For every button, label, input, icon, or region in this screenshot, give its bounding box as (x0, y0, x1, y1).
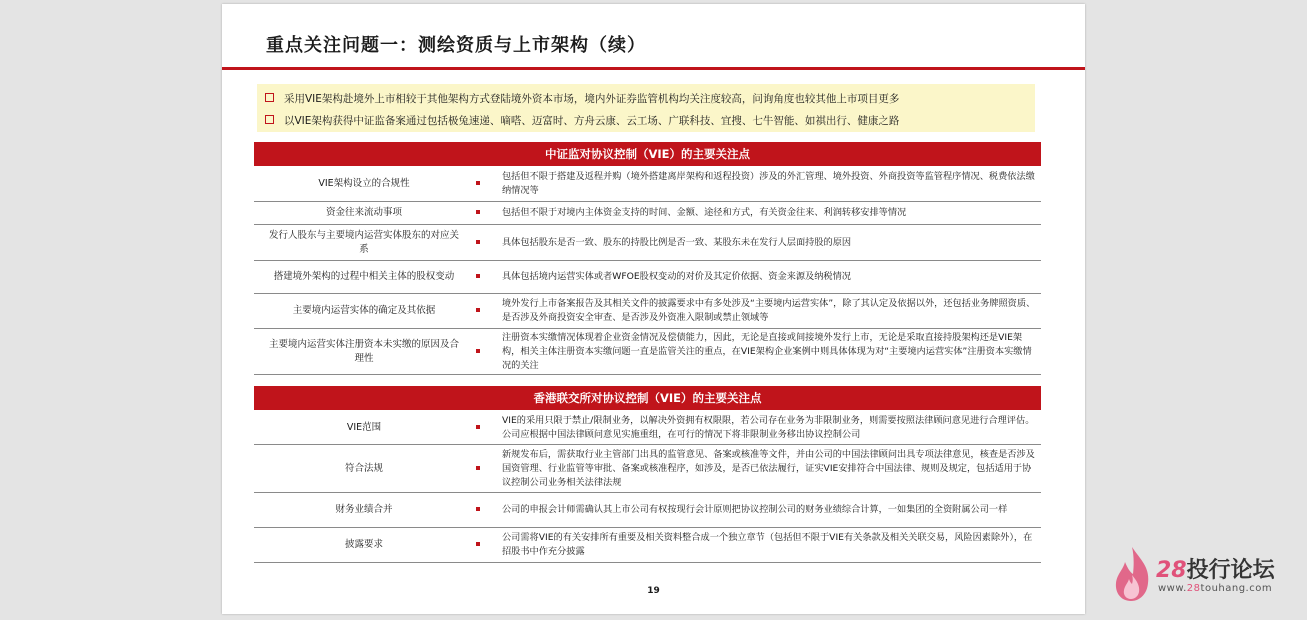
row-desc: 公司的申报会计师需确认其上市公司有权按现行会计原则把协议控制公司的财务业绩综合计算，一如集团的全资附属公司一样 (502, 504, 1008, 515)
square-bullet-icon (476, 240, 480, 244)
checkbox-bullet-icon (265, 93, 274, 102)
highlight-item (265, 113, 899, 128)
page-number: 19 (647, 586, 660, 596)
row-desc: VIE的采用只限于禁止/限制业务，以解决外资拥有权限限，若公司存在业务为非限制业务，则需要按照法律顾问意见进行合理评估。公司应根据中国法律顾问意见实施重组，在可行的情况下将非限制业务移出协议控制公司 (502, 414, 1035, 440)
row-label: 披露要求 (344, 539, 383, 550)
row-label: 发行人股东与主要境内运营实体股东的对应关系 (268, 229, 459, 255)
highlight-text: 采用VIE架构赴境外上市相较于其他架构方式登陆境外资本市场，境内外证券监管机构均关注度较高，问询角度也较其他上市项目更多 (284, 93, 900, 105)
row-label: 主要境内运营实体的确定及其依据 (292, 305, 436, 316)
square-bullet-icon (476, 542, 480, 546)
watermark-url: www.28touhang.com (1158, 583, 1273, 594)
table-row (254, 294, 1041, 329)
row-desc: 注册资本实缴情况体现着企业资金情况及偿债能力，因此，无论是直接或间接境外发行上市，无论是采取直接持股架构还是VIE架构，相关主体注册资本实缴问题一直是监管关注的重点，在VIE架构企业案例中则具体体现为对“主要境内运营实体”注册资本实缴情况的关注 (502, 331, 1032, 371)
table-row (254, 445, 1041, 493)
table-row (254, 493, 1041, 528)
page-title: 重点关注问题一：测绘资质与上市架构（续） (266, 35, 646, 56)
square-bullet-icon (476, 308, 480, 312)
table-row (254, 167, 1041, 202)
row-label: 搭建境外架构的过程中相关主体的股权变动 (273, 271, 455, 282)
row-desc: 境外发行上市备案报告及其相关文件的披露要求中有多处涉及“主要境内运营实体”，除了其认定及依据以外，还包括业务牌照资质、是否涉及外商投资安全审查、是否涉及外资准入限制或禁止领域等 (502, 298, 1036, 323)
watermark (1112, 545, 1292, 605)
row-desc: 具体包括股东是否一致、股东的持股比例是否一致、某股东未在发行人层面持股的原因 (502, 236, 852, 248)
checkbox-bullet-icon (265, 115, 274, 124)
highlight-item (265, 91, 899, 106)
row-desc: 公司需将VIE的有关安排所有重要及相关资料整合成一个独立章节（包括但不限于VIE有关条款及相关关联交易，风险因素除外），在招股书中作充分披露 (502, 532, 1033, 557)
square-bullet-icon (476, 274, 480, 278)
section-header-csrc: 中证监对协议控制（VIE）的主要关注点 (254, 142, 1041, 166)
square-bullet-icon (476, 349, 480, 353)
square-bullet-icon (476, 181, 480, 185)
section-header-hkex: 香港联交所对协议控制（VIE）的主要关注点 (254, 386, 1041, 410)
table-row (254, 261, 1041, 294)
watermark-brand: 28投行论坛 (1156, 558, 1275, 583)
title-divider (222, 67, 1085, 70)
row-label: 财务业绩合并 (335, 504, 393, 515)
row-desc: 包括但不限于搭建及返程并购（境外搭建离岸架构和返程投资）涉及的外汇管理、境外投资、外商投资等监管程序情况、税费依法缴纳情况等 (502, 171, 1035, 196)
row-label: 符合法规 (344, 462, 383, 474)
square-bullet-icon (476, 425, 480, 429)
square-bullet-icon (476, 507, 480, 511)
table-row (254, 202, 1041, 225)
highlight-text: 以VIE架构获得中证监备案通过包括极兔速递、嘀嗒、迈富时、方舟云康、云工场、广联科技、宜搜、七牛智能、如祺出行、健康之路 (284, 115, 900, 127)
row-label: 资金往来流动事项 (325, 207, 402, 218)
row-desc: 新规发布后，需获取行业主管部门出具的监管意见、备案或核准等文件，并由公司的中国法律顾问出具专项法律意见，核查是否涉及国资管理、行业监管等审批、备案或核准程序，如涉及，是否已依法履行，证实VIE安排符合中国法律、规则及规定，包括适用于协议控制公司业务相关法律法规 (502, 448, 1035, 488)
table-row (254, 225, 1041, 261)
flame-logo-icon (1112, 545, 1152, 603)
row-label: VIE范围 (346, 421, 382, 433)
square-bullet-icon (476, 210, 480, 214)
table-row (254, 528, 1041, 563)
row-label: VIE架构设立的合规性 (318, 178, 410, 189)
table-row (254, 411, 1041, 445)
row-desc: 具体包括境内运营实体或者WFOE股权变动的对价及其定价依据、资金来源及纳税情况 (502, 271, 851, 282)
row-label: 主要境内运营实体注册资本未实缴的原因及合理性 (268, 338, 459, 364)
square-bullet-icon (476, 466, 480, 470)
highlight-box (257, 84, 1035, 132)
row-desc: 包括但不限于对境内主体资金支持的时间、金额、途径和方式，有关资金往来、利润转移安排等情况 (502, 207, 907, 218)
table-row (254, 329, 1041, 375)
document-page (222, 4, 1085, 614)
